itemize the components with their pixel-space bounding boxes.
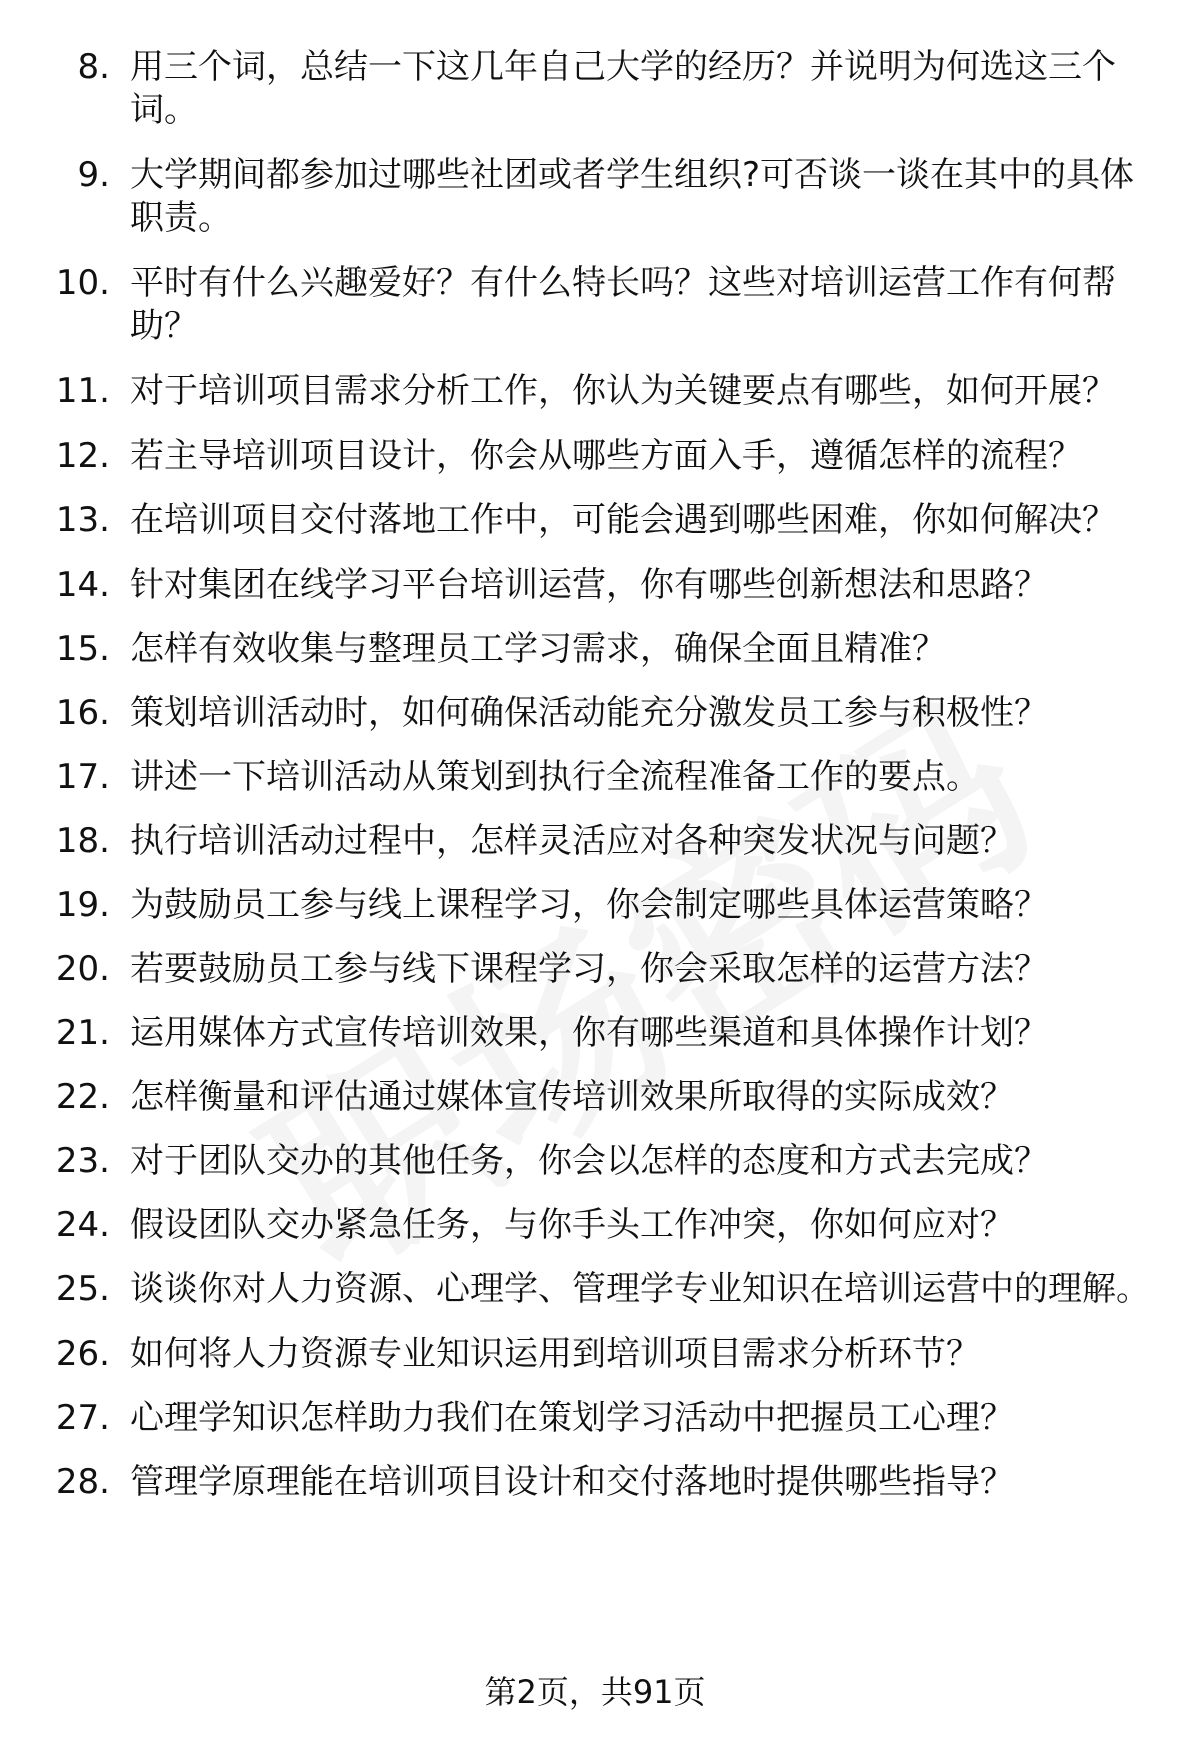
question-number: 19. <box>55 885 110 925</box>
question-number: 23. <box>55 1141 110 1181</box>
question-number: 25. <box>55 1269 110 1309</box>
list-item <box>0 884 1190 927</box>
question-number: 28. <box>55 1462 110 1502</box>
question-text: 策划培训活动时，如何确保活动能充分激发员工参与积极性？ <box>130 693 1048 733</box>
question-text: 假设团队交办紧急任务，与你手头工作冲突，你如何应对？ <box>130 1205 1014 1245</box>
question-number: 14. <box>55 565 110 605</box>
question-number: 27. <box>55 1398 110 1438</box>
list-item <box>0 46 1190 132</box>
question-number: 13. <box>55 500 110 540</box>
question-text: 心理学知识怎样助力我们在策划学习活动中把握员工心理？ <box>130 1398 1014 1438</box>
list-item <box>0 370 1190 413</box>
question-number: 10. <box>55 263 110 303</box>
list-item <box>0 435 1190 478</box>
list-item <box>0 1333 1190 1376</box>
list-item <box>0 1012 1190 1055</box>
question-text: 管理学原理能在培训项目设计和交付落地时提供哪些指导？ <box>130 1462 1014 1502</box>
question-number: 18. <box>55 821 110 861</box>
list-item <box>0 1076 1190 1119</box>
list-item <box>0 1397 1190 1440</box>
question-number: 26. <box>55 1334 110 1374</box>
list-item <box>0 154 1190 240</box>
question-text: 怎样衡量和评估通过媒体宣传培训效果所取得的实际成效？ <box>130 1077 1014 1117</box>
question-text: 对于团队交办的其他任务，你会以怎样的态度和方式去完成？ <box>130 1141 1048 1181</box>
question-number: 11. <box>55 371 110 411</box>
question-number: 8. <box>77 47 110 87</box>
list-item <box>0 1268 1190 1311</box>
question-number: 9. <box>77 155 110 195</box>
list-item <box>0 1461 1190 1504</box>
question-number: 20. <box>55 949 110 989</box>
question-text: 用三个词，总结一下这几年自己大学的经历？并说明为何选这三个词。 <box>130 47 1116 130</box>
list-item <box>0 692 1190 735</box>
question-text: 怎样有效收集与整理员工学习需求，确保全面且精准？ <box>130 629 946 669</box>
question-text: 为鼓励员工参与线上课程学习，你会制定哪些具体运营策略？ <box>130 885 1048 925</box>
question-text: 谈谈你对人力资源、心理学、管理学专业知识在培训运营中的理解。 <box>130 1269 1150 1309</box>
question-text: 针对集团在线学习平台培训运营，你有哪些创新想法和思路？ <box>130 565 1048 605</box>
question-text: 运用媒体方式宣传培训效果，你有哪些渠道和具体操作计划？ <box>130 1013 1048 1053</box>
list-item <box>0 564 1190 607</box>
question-text: 如何将人力资源专业知识运用到培训项目需求分析环节？ <box>130 1334 980 1374</box>
question-text: 若主导培训项目设计，你会从哪些方面入手，遵循怎样的流程？ <box>130 436 1082 476</box>
question-number: 21. <box>55 1013 110 1053</box>
question-text: 若要鼓励员工参与线下课程学习，你会采取怎样的运营方法？ <box>130 949 1048 989</box>
question-number: 22. <box>55 1077 110 1117</box>
list-item <box>0 756 1190 799</box>
question-list <box>0 46 1190 1525</box>
list-item <box>0 1204 1190 1247</box>
question-text: 对于培训项目需求分析工作，你认为关键要点有哪些，如何开展？ <box>130 371 1116 411</box>
question-number: 24. <box>55 1205 110 1245</box>
list-item <box>0 262 1190 348</box>
question-number: 16. <box>55 693 110 733</box>
list-item <box>0 628 1190 671</box>
question-text: 执行培训活动过程中，怎样灵活应对各种突发状况与问题？ <box>130 821 1014 861</box>
list-item <box>0 1140 1190 1183</box>
list-item <box>0 820 1190 863</box>
list-item <box>0 499 1190 542</box>
question-text: 讲述一下培训活动从策划到执行全流程准备工作的要点。 <box>130 757 980 797</box>
question-number: 17. <box>55 757 110 797</box>
question-text: 平时有什么兴趣爱好？有什么特长吗？这些对培训运营工作有何帮助？ <box>130 263 1116 346</box>
question-text: 大学期间都参加过哪些社团或者学生组织?可否谈一谈在其中的具体职责。 <box>130 155 1135 238</box>
question-text: 在培训项目交付落地工作中，可能会遇到哪些困难，你如何解决？ <box>130 500 1116 540</box>
question-number: 15. <box>55 629 110 669</box>
question-number: 12. <box>55 436 110 476</box>
list-item <box>0 948 1190 991</box>
page-number: 第2页，共91页 <box>484 1673 706 1711</box>
